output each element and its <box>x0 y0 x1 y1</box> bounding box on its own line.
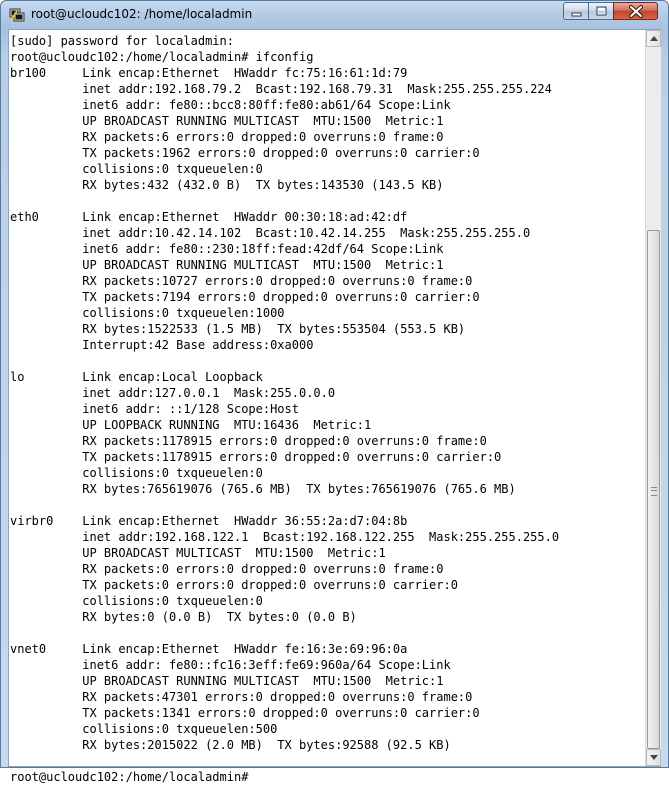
terminal-line: [sudo] password for localadmin: <box>10 34 234 48</box>
close-icon <box>614 3 659 21</box>
terminal-line: inet addr:192.168.122.1 Bcast:192.168.122.255 Mask:255.255.255.0 <box>10 530 560 544</box>
vertical-scrollbar[interactable] <box>645 30 661 766</box>
terminal-line: TX packets:0 errors:0 dropped:0 overruns:0 carrier:0 <box>10 578 458 592</box>
terminal-line: UP LOOPBACK RUNNING MTU:16436 Metric:1 <box>10 418 372 432</box>
terminal-line: RX packets:0 errors:0 dropped:0 overruns:0 frame:0 <box>10 562 444 576</box>
window-title: root@ucloudc102: /home/localadmin <box>31 7 253 21</box>
terminal-line: inet addr:192.168.79.2 Bcast:192.168.79.31 Mask:255.255.255.224 <box>10 82 552 96</box>
terminal-output[interactable] <box>9 30 645 784</box>
terminal-line: RX bytes:0 (0.0 B) TX bytes:0 (0.0 B) <box>10 610 357 624</box>
terminal-line: root@ucloudc102:/home/localadmin# ifconfig <box>10 50 314 64</box>
terminal-line: inet addr:127.0.0.1 Mask:255.0.0.0 <box>10 386 336 400</box>
minimize-icon <box>564 3 590 21</box>
scroll-down-arrow-icon <box>650 755 658 760</box>
terminal-line: TX packets:7194 errors:0 dropped:0 overruns:0 carrier:0 <box>10 290 480 304</box>
terminal-line: collisions:0 txqueuelen:0 <box>10 466 263 480</box>
terminal-line: virbr0 Link encap:Ethernet HWaddr 36:55:2a:d7:04:8b <box>10 514 408 528</box>
terminal-line: eth0 Link encap:Ethernet HWaddr 00:30:18:ad:42:df <box>10 210 408 224</box>
close-button[interactable] <box>613 2 658 20</box>
terminal-line: inet6 addr: fe80::bcc8:80ff:fe80:ab61/64 Scope:Link <box>10 98 451 112</box>
terminal-line: br100 Link encap:Ethernet HWaddr fc:75:16:61:1d:79 <box>10 66 408 80</box>
minimize-button[interactable] <box>563 2 589 20</box>
terminal-line: inet6 addr: fe80::230:18ff:fead:42df/64 Scope:Link <box>10 242 444 256</box>
scroll-down-button[interactable] <box>646 749 661 766</box>
maximize-icon <box>589 3 615 21</box>
terminal-line: RX packets:47301 errors:0 dropped:0 overruns:0 frame:0 <box>10 690 473 704</box>
terminal-line: TX packets:1178915 errors:0 dropped:0 overruns:0 carrier:0 <box>10 450 502 464</box>
terminal-line: UP BROADCAST RUNNING MULTICAST MTU:1500 Metric:1 <box>10 674 444 688</box>
terminal-line: collisions:0 txqueuelen:500 <box>10 722 278 736</box>
terminal-line: root@ucloudc102:/home/localadmin# <box>10 770 256 784</box>
terminal-text[interactable] <box>9 30 645 785</box>
terminal-line: RX bytes:432 (432.0 B) TX bytes:143530 (143.5 KB) <box>10 178 444 192</box>
scroll-up-arrow-icon <box>650 36 658 41</box>
terminal-line: UP BROADCAST MULTICAST MTU:1500 Metric:1 <box>10 546 386 560</box>
terminal-line: RX bytes:1522533 (1.5 MB) TX bytes:553504 (553.5 KB) <box>10 322 466 336</box>
terminal-line: collisions:0 txqueuelen:0 <box>10 594 263 608</box>
terminal-line: RX packets:1178915 errors:0 dropped:0 overruns:0 frame:0 <box>10 434 487 448</box>
terminal-line: Interrupt:42 Base address:0xa000 <box>10 338 314 352</box>
terminal-line: inet6 addr: ::1/128 Scope:Host <box>10 402 299 416</box>
terminal-line: UP BROADCAST RUNNING MULTICAST MTU:1500 Metric:1 <box>10 258 444 272</box>
terminal-client-area <box>8 29 661 784</box>
terminal-line: inet addr:10.42.14.102 Bcast:10.42.14.255 Mask:255.255.255.0 <box>10 226 531 240</box>
scroll-up-button[interactable] <box>646 30 661 47</box>
terminal-line: UP BROADCAST RUNNING MULTICAST MTU:1500 Metric:1 <box>10 114 444 128</box>
terminal-line: RX bytes:2015022 (2.0 MB) TX bytes:92588 (92.5 KB) <box>10 738 451 752</box>
terminal-line: RX packets:10727 errors:0 dropped:0 overruns:0 frame:0 <box>10 274 473 288</box>
terminal-line: lo Link encap:Local Loopback <box>10 370 263 384</box>
putty-terminal-icon[interactable] <box>9 7 25 23</box>
terminal-line: inet6 addr: fe80::fc16:3eff:fe69:960a/64 Scope:Link <box>10 658 451 672</box>
scrollbar-grip-icon <box>651 487 657 496</box>
title-bar[interactable] <box>1 1 668 29</box>
terminal-line: collisions:0 txqueuelen:1000 <box>10 306 285 320</box>
terminal-line: RX packets:6 errors:0 dropped:0 overruns:0 frame:0 <box>10 130 444 144</box>
scrollbar-thumb[interactable] <box>647 230 660 749</box>
terminal-line: vnet0 Link encap:Ethernet HWaddr fe:16:3e:69:96:0a <box>10 642 408 656</box>
terminal-line: RX bytes:765619076 (765.6 MB) TX bytes:765619076 (765.6 MB) <box>10 482 516 496</box>
terminal-line: TX packets:1962 errors:0 dropped:0 overruns:0 carrier:0 <box>10 146 480 160</box>
terminal-line: TX packets:1341 errors:0 dropped:0 overruns:0 carrier:0 <box>10 706 480 720</box>
terminal-line: collisions:0 txqueuelen:0 <box>10 162 263 176</box>
maximize-button[interactable] <box>588 2 614 20</box>
